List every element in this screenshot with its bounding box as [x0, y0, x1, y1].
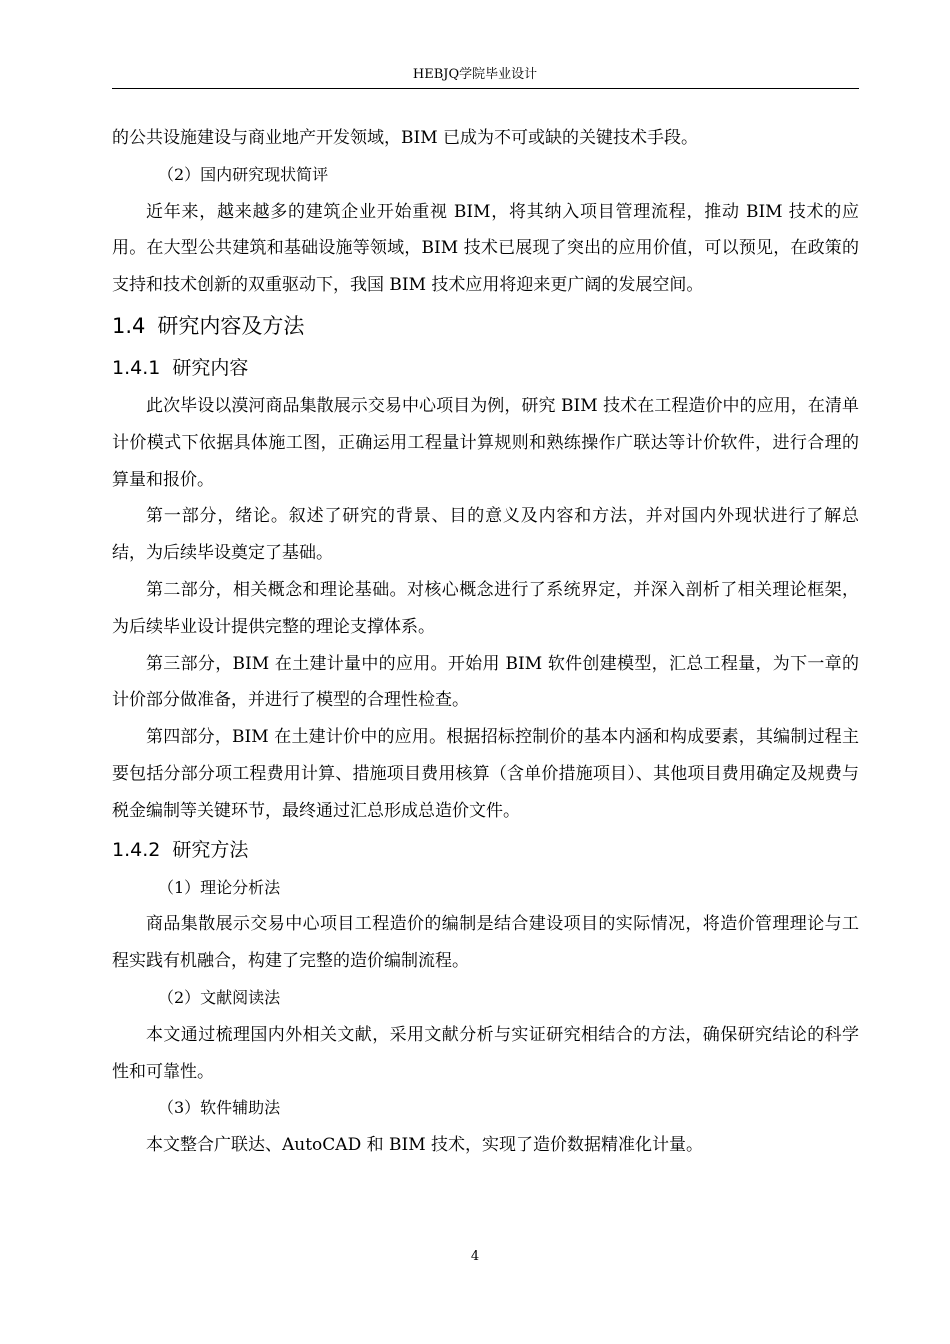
section-title: 研究内容及方法 [157, 313, 305, 338]
subheading-theory-analysis: （1）理论分析法 [158, 877, 281, 897]
page-body [112, 120, 859, 1164]
section-title: 研究内容 [172, 356, 249, 379]
section-heading-1-4-1 [112, 348, 859, 388]
subheading-domestic-review: （2）国内研究现状简评 [158, 164, 329, 184]
paragraph-literature-review: 本文通过梳理国内外相关文献，采用文献分析与实证研究相结合的方法，确保研究结论的科学性和可靠性。 [112, 1024, 859, 1082]
paragraph-part-two: 第二部分，相关概念和理论基础。对核心概念进行了系统界定，并深入剖析了相关理论框架，为后续毕业设计提供完整的理论支撑体系。 [112, 579, 859, 637]
paragraph-part-three: 第三部分，BIM 在土建计量中的应用。开始用 BIM 软件创建模型，汇总工程量，为下一章的计价部分做准备，并进行了模型的合理性检查。 [112, 653, 859, 711]
paragraph-research-content: 此次毕设以漠河商品集散展示交易中心项目为例，研究 BIM 技术在工程造价中的应用，在清单计价模式下依据具体施工图，正确运用工程量计算规则和熟练操作广联达等计价软件，进行合理的算量和报价。 [112, 395, 859, 490]
running-header: HEBJQ学院毕业设计 [412, 67, 538, 82]
section-number: 1.4.2 [112, 838, 161, 861]
paragraph-domestic-status: 近年来，越来越多的建筑企业开始重视 BIM，将其纳入项目管理流程，推动 BIM 技术的应用。在大型公共建筑和基础设施等领域，BIM 技术已展现了突出的应用价值，可以预见，在政策的支持和技术创新的双重驱动下，我国 BIM 技术应用将迎来更广阔的发展空间。 [112, 201, 859, 296]
paragraph-continuation: 的公共设施建设与商业地产开发领域，BIM 已成为不可或缺的关键技术手段。 [112, 128, 699, 148]
subheading-software-aided: （3）软件辅助法 [158, 1098, 281, 1118]
page-number: 4 [470, 1249, 480, 1264]
paragraph-software-aided: 本文整合广联达、AutoCAD 和 BIM 技术，实现了造价数据精准化计量。 [146, 1135, 704, 1156]
section-number: 1.4.1 [112, 356, 161, 379]
section-title: 研究方法 [172, 838, 249, 861]
subheading-literature-review: （2）文献阅读法 [158, 987, 281, 1007]
paragraph-part-one: 第一部分，绪论。叙述了研究的背景、目的意义及内容和方法，并对国内外现状进行了解总结，为后续毕设奠定了基础。 [112, 506, 859, 564]
section-heading-1-4-2 [112, 830, 859, 870]
section-heading-1-4 [112, 304, 859, 348]
header-rule [112, 88, 859, 89]
paragraph-part-four: 第四部分，BIM 在土建计价中的应用。根据招标控制价的基本内涵和构成要素，其编制过程主要包括分部分项工程费用计算、措施项目费用核算（含单价措施项目）、其他项目费用确定及规费与税金编制等关键环节，最终通过汇总形成总造价文件。 [112, 727, 859, 821]
paragraph-theory-analysis: 商品集散展示交易中心项目工程造价的编制是结合建设项目的实际情况，将造价管理理论与工程实践有机融合，构建了完整的造价编制流程。 [112, 914, 859, 972]
section-number: 1.4 [112, 313, 146, 338]
